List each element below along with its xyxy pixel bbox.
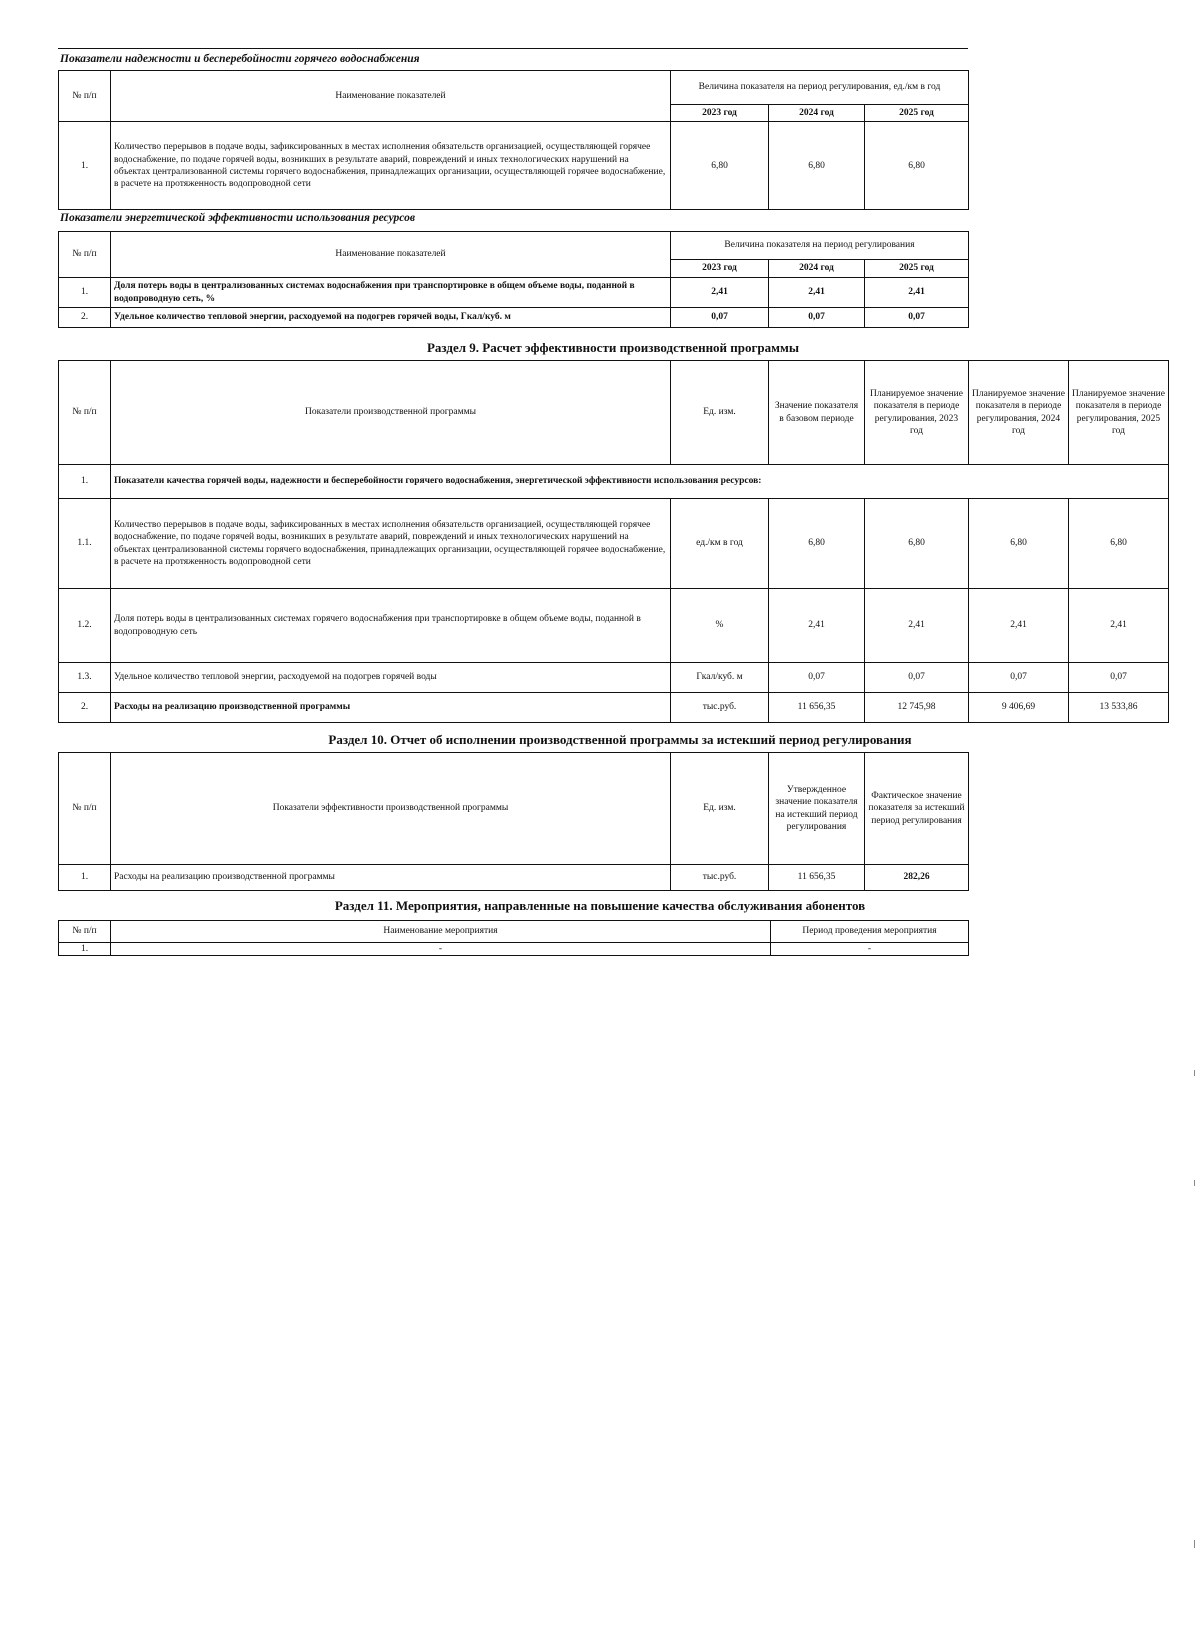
row-num: 1.2. <box>59 589 111 663</box>
row-unit: тыс.руб. <box>671 865 769 891</box>
table-row <box>59 122 969 210</box>
row-period: - <box>771 943 969 956</box>
year-header: 2023 год <box>671 260 769 278</box>
row-name: Доля потерь воды в централизованных системах горячего водоснабжения при транспортировке в общем объеме воды, поданной в водопроводную сеть <box>111 589 671 663</box>
row-base: 0,07 <box>769 663 865 693</box>
row-name: - <box>111 943 771 956</box>
group-row <box>59 465 1169 499</box>
table-row <box>59 278 969 308</box>
col-name-header: Наименование показателей <box>111 71 671 122</box>
energy-table <box>58 231 969 328</box>
row-num: 1.1. <box>59 499 111 589</box>
row-num: 1. <box>59 122 111 210</box>
col-value-header: Величина показателя на период регулирования, ед./км в год <box>671 71 969 105</box>
section10-table <box>58 752 969 891</box>
row-num: 1.3. <box>59 663 111 693</box>
row-value: 2,41 <box>969 589 1069 663</box>
row-unit: Гкал/куб. м <box>671 663 769 693</box>
row-value: 0,07 <box>1069 663 1169 693</box>
section10-title: Раздел 10. Отчет об исполнении производственной программы за истекший период регулирования <box>328 732 912 747</box>
table-row <box>59 865 969 891</box>
energy-caption: Показатели энергетической эффективности использования ресурсов <box>60 212 415 224</box>
row-num: 1. <box>59 865 111 891</box>
row-num: 1. <box>59 278 111 308</box>
col-actual-header: Фактическое значение показателя за истекший период регулирования <box>865 753 969 865</box>
row-value: 6,80 <box>865 122 969 210</box>
row-unit: % <box>671 589 769 663</box>
table-row <box>59 499 1169 589</box>
row-name: Количество перерывов в подаче воды, зафиксированных в местах исполнения обязательств организацией, осуществляющей горячее водоснабжение, по подаче горячей воды, возникших в результате аварий, повреждений и иных технологических нарушений на объектах централизованной системы горячего водоснабжения, принадлежащих организации, осуществляющей горячее водоснабжение, в расчете на протяженность водопроводной сети <box>111 122 671 210</box>
col-base-header: Значение показателя в базовом периоде <box>769 361 865 465</box>
col-num-header: № п/п <box>59 753 111 865</box>
row-unit: тыс.руб. <box>671 693 769 723</box>
col-num-header: № п/п <box>59 71 111 122</box>
row-value: 12 745,98 <box>865 693 969 723</box>
reliability-table <box>58 70 969 210</box>
col-name-header: Наименование мероприятия <box>111 921 771 943</box>
row-num: 2. <box>59 693 111 723</box>
year-header: 2024 год <box>769 260 865 278</box>
row-value: 2,41 <box>865 589 969 663</box>
row-value: 9 406,69 <box>969 693 1069 723</box>
row-value: 2,41 <box>769 278 865 308</box>
row-base: 11 656,35 <box>769 693 865 723</box>
row-base: 2,41 <box>769 589 865 663</box>
reliability-caption: Показатели надежности и бесперебойности горячего водоснабжения <box>60 53 420 65</box>
section11-table <box>58 920 969 956</box>
row-num: 2. <box>59 308 111 328</box>
row-value: 6,80 <box>1069 499 1169 589</box>
row-name: Доля потерь воды в централизованных системах водоснабжения при транспортировке в общем объеме воды, поданной в водопроводную сеть, % <box>111 278 671 308</box>
section11-title: Раздел 11. Мероприятия, направленные на повышение качества обслуживания абонентов <box>334 898 866 913</box>
col-name-header: Наименование показателей <box>111 232 671 278</box>
row-approved: 11 656,35 <box>769 865 865 891</box>
row-value: 0,07 <box>865 663 969 693</box>
row-num: 1. <box>59 465 111 499</box>
col-plan-header: Планируемое значение показателя в периоде регулирования, 2023 год <box>865 361 969 465</box>
table-row <box>59 943 969 956</box>
row-name: Количество перерывов в подаче воды, зафиксированных в местах исполнения обязательств организацией, осуществляющей горячее водоснабжение, по подаче горячей воды, возникших в результате аварий, повреждений и иных технологических нарушений на объектах централизованной системы горячего водоснабжения, принадлежащих организации, осуществляющей горячее водоснабжение, в расчете на протяженность водопроводной сети <box>111 499 671 589</box>
row-name: Удельное количество тепловой энергии, расходуемой на подогрев горячей воды, Гкал/куб. м <box>111 308 671 328</box>
group-name: Показатели качества горячей воды, надежности и бесперебойности горячего водоснабжения, энергетической эффективности использования ресурсов: <box>111 465 1169 499</box>
row-value: 6,80 <box>671 122 769 210</box>
row-value: 6,80 <box>769 122 865 210</box>
row-unit: ед./км в год <box>671 499 769 589</box>
row-value: 13 533,86 <box>1069 693 1169 723</box>
row-value: 2,41 <box>865 278 969 308</box>
row-actual: 282,26 <box>865 865 969 891</box>
top-rule <box>58 48 968 49</box>
row-value: 0,07 <box>671 308 769 328</box>
row-value: 6,80 <box>969 499 1069 589</box>
col-period-header: Период проведения мероприятия <box>771 921 969 943</box>
table-row <box>59 308 969 328</box>
scan-mark <box>1194 1180 1195 1186</box>
scan-mark <box>1194 1070 1195 1076</box>
table-row <box>59 589 1169 663</box>
section9-title: Раздел 9. Расчет эффективности производственной программы <box>426 340 800 355</box>
row-value: 0,07 <box>769 308 865 328</box>
row-value: 6,80 <box>865 499 969 589</box>
row-num: 1. <box>59 943 111 956</box>
row-name: Расходы на реализацию производственной программы <box>111 865 671 891</box>
row-value: 2,41 <box>671 278 769 308</box>
col-name-header: Показатели эффективности производственной программы <box>111 753 671 865</box>
year-header: 2023 год <box>671 105 769 122</box>
col-value-header: Величина показателя на период регулирования <box>671 232 969 260</box>
col-unit-header: Ед. изм. <box>671 753 769 865</box>
col-num-header: № п/п <box>59 232 111 278</box>
row-value: 0,07 <box>969 663 1069 693</box>
col-name-header: Показатели производственной программы <box>111 361 671 465</box>
row-base: 6,80 <box>769 499 865 589</box>
section9-table <box>58 360 1169 723</box>
table-row <box>59 693 1169 723</box>
year-header: 2025 год <box>865 260 969 278</box>
row-name: Расходы на реализацию производственной программы <box>111 693 671 723</box>
col-unit-header: Ед. изм. <box>671 361 769 465</box>
col-num-header: № п/п <box>59 361 111 465</box>
scan-mark <box>1194 1540 1195 1548</box>
col-num-header: № п/п <box>59 921 111 943</box>
row-value: 0,07 <box>865 308 969 328</box>
col-plan-header: Планируемое значение показателя в периоде регулирования, 2025 год <box>1069 361 1169 465</box>
year-header: 2025 год <box>865 105 969 122</box>
row-name: Удельное количество тепловой энергии, расходуемой на подогрев горячей воды <box>111 663 671 693</box>
row-value: 2,41 <box>1069 589 1169 663</box>
col-plan-header: Планируемое значение показателя в периоде регулирования, 2024 год <box>969 361 1069 465</box>
year-header: 2024 год <box>769 105 865 122</box>
table-row <box>59 663 1169 693</box>
col-approved-header: Утвержденное значение показателя на истекший период регулирования <box>769 753 865 865</box>
